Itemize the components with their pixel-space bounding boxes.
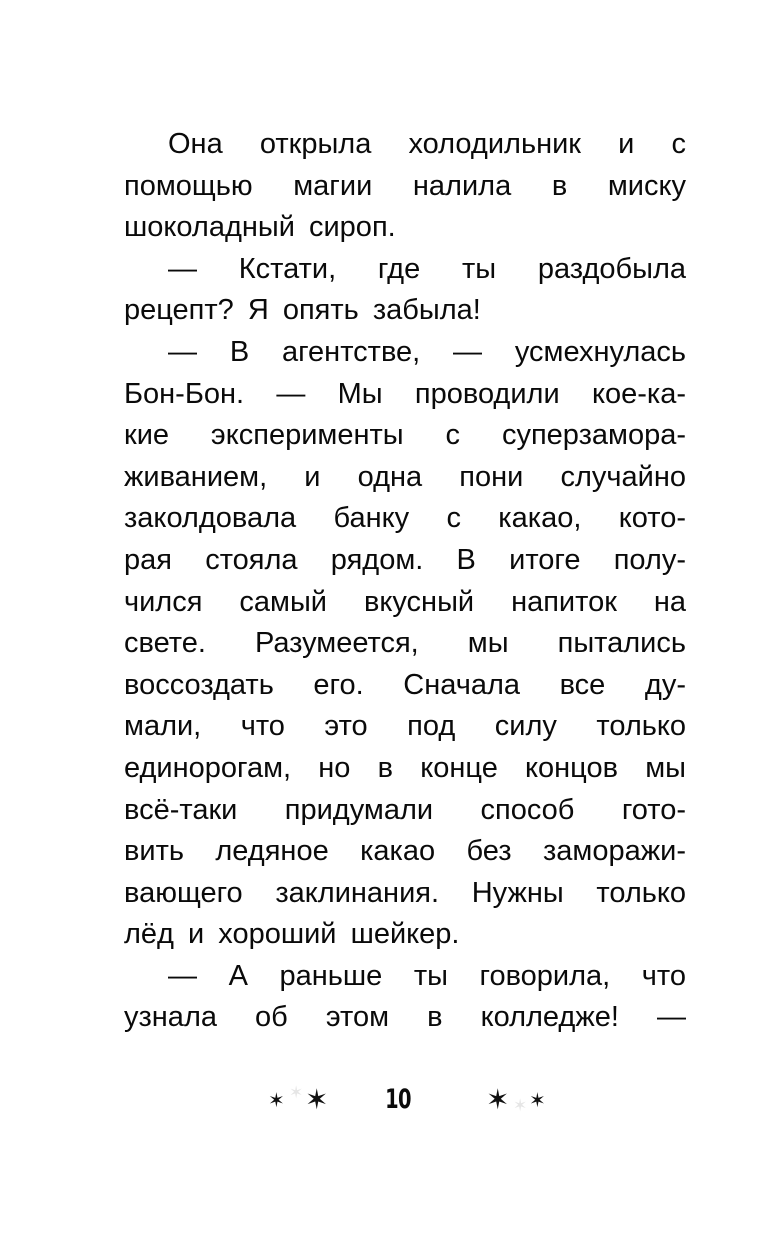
text-line: живанием, и одна пони случайно xyxy=(124,460,686,493)
text-line: рая стояла рядом. В итоге полу- xyxy=(124,543,686,576)
text-line: всё-таки придумали способ гото- xyxy=(124,793,686,826)
text-line: мали, что это под силу только xyxy=(124,710,686,743)
star-icon: ✶ xyxy=(529,1088,546,1112)
text-line: шоколадный сироп. xyxy=(124,211,396,244)
text-line: помощью магии налила в миску xyxy=(124,169,686,202)
text-line: рецепт? Я опять забыла! xyxy=(124,294,481,327)
text-line: вить ледяное какао без заморажи- xyxy=(124,835,686,868)
text-line: лёд и хороший шейкер. xyxy=(124,918,460,951)
text-line: узнала об этом в колледже! — xyxy=(124,1001,686,1034)
text-line: свете. Разумеется, мы пытались xyxy=(124,627,686,660)
text-line: чился самый вкусный напиток на xyxy=(124,585,686,618)
star-icon: ✶ xyxy=(305,1083,329,1116)
text-line: Бон-Бон. — Мы проводили кое-ка- xyxy=(124,377,686,410)
text-line: единорогам, но в конце концов мы xyxy=(124,751,686,784)
star-icon: ✶ xyxy=(268,1088,285,1112)
page-footer xyxy=(0,1078,768,1122)
text-line: кие эксперименты с суперзамора- xyxy=(124,419,686,452)
star-icon: ✶ xyxy=(289,1083,304,1103)
star-icon: ✶ xyxy=(513,1096,528,1116)
body-text xyxy=(124,124,686,1039)
text-line: — Кстати, где ты раздобыла xyxy=(168,252,686,285)
text-line: Она открыла холодильник и с xyxy=(168,128,686,160)
text-line: заколдовала банку с какао, кото- xyxy=(124,502,686,535)
star-icon: ✶ xyxy=(486,1083,510,1116)
text-line: — В агентстве, — усмехнулась xyxy=(168,335,686,368)
text-line: вающего заклинания. Нужны только xyxy=(124,876,686,909)
text-line: воссоздать его. Сначала все ду- xyxy=(124,668,686,701)
text-line: — А раньше ты говорила, что xyxy=(168,959,686,992)
page-number: 10 xyxy=(385,1084,411,1115)
